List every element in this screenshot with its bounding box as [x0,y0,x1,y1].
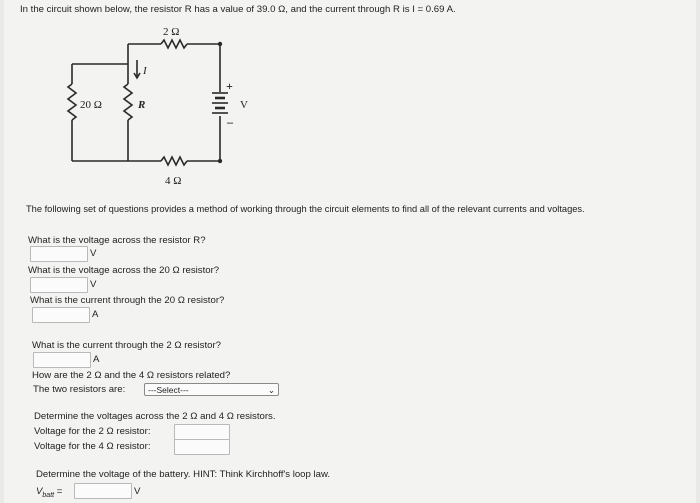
label-4-ohm: 4 Ω [165,175,182,187]
label-r: R [138,99,146,111]
question-battery: Determine the voltage of the battery. HINT: Think Kirchhoff's loop law. [36,469,331,480]
problem-statement: In the circuit shown below, the resistor R has a value of 39.0 Ω, and the current through R is I = 0.69 A. [20,4,456,15]
question-voltage-r: What is the voltage across the resistor R? [28,235,206,246]
label-current: I [143,65,147,77]
resistor-20-ohm [68,84,76,120]
homework-page [4,0,696,503]
answer-voltage-20-input[interactable] [30,277,88,293]
label-2-ohm: 2 Ω [163,26,180,38]
unit-amps-1: A [92,309,99,320]
relation-label: The two resistors are: [33,384,126,395]
label-20-ohm: 20 Ω [80,99,102,111]
unit-volts-3: V [134,486,141,497]
relation-select[interactable] [144,383,279,396]
battery-minus: – [227,115,233,129]
vbatt-label: $V_{batt}$ = [36,486,63,499]
answer-current-2-input[interactable] [33,352,91,368]
resistor-4-ohm [161,157,187,165]
voltage-4-input[interactable] [174,439,230,455]
resistor-2-ohm [161,40,187,48]
resistor-r [124,84,132,120]
voltage-2-input[interactable] [174,424,230,440]
question-relation: How are the 2 Ω and the 4 Ω resistors related? [32,370,231,381]
unit-amps-2: A [93,354,100,365]
method-text: The following set of questions provides a method of working through the circuit elements to find all of the relevant currents and voltages. [26,204,585,214]
circuit-diagram [62,24,262,194]
question-voltages-2-4: Determine the voltages across the 2 Ω and 4 Ω resistors. [34,411,276,422]
unit-volts-2: V [90,279,97,290]
unit-volts-1: V [90,248,97,259]
battery-v-label: V [240,99,248,111]
question-voltage-20: What is the voltage across the 20 Ω resistor? [28,265,220,276]
battery-plus: + [226,79,233,93]
chevron-down-icon: ⌄ [267,385,275,395]
battery-symbol [212,93,228,113]
relation-select-value: ---Select--- [148,385,189,395]
answer-current-20-input[interactable] [32,307,90,323]
answer-voltage-r-input[interactable] [30,246,88,262]
vbatt-input[interactable] [74,483,132,499]
voltage-4-label: Voltage for the 4 Ω resistor: [34,441,151,452]
question-current-20: What is the current through the 20 Ω resistor? [30,295,225,306]
voltage-2-label: Voltage for the 2 Ω resistor: [34,426,151,437]
question-current-2: What is the current through the 2 Ω resistor? [32,340,222,351]
